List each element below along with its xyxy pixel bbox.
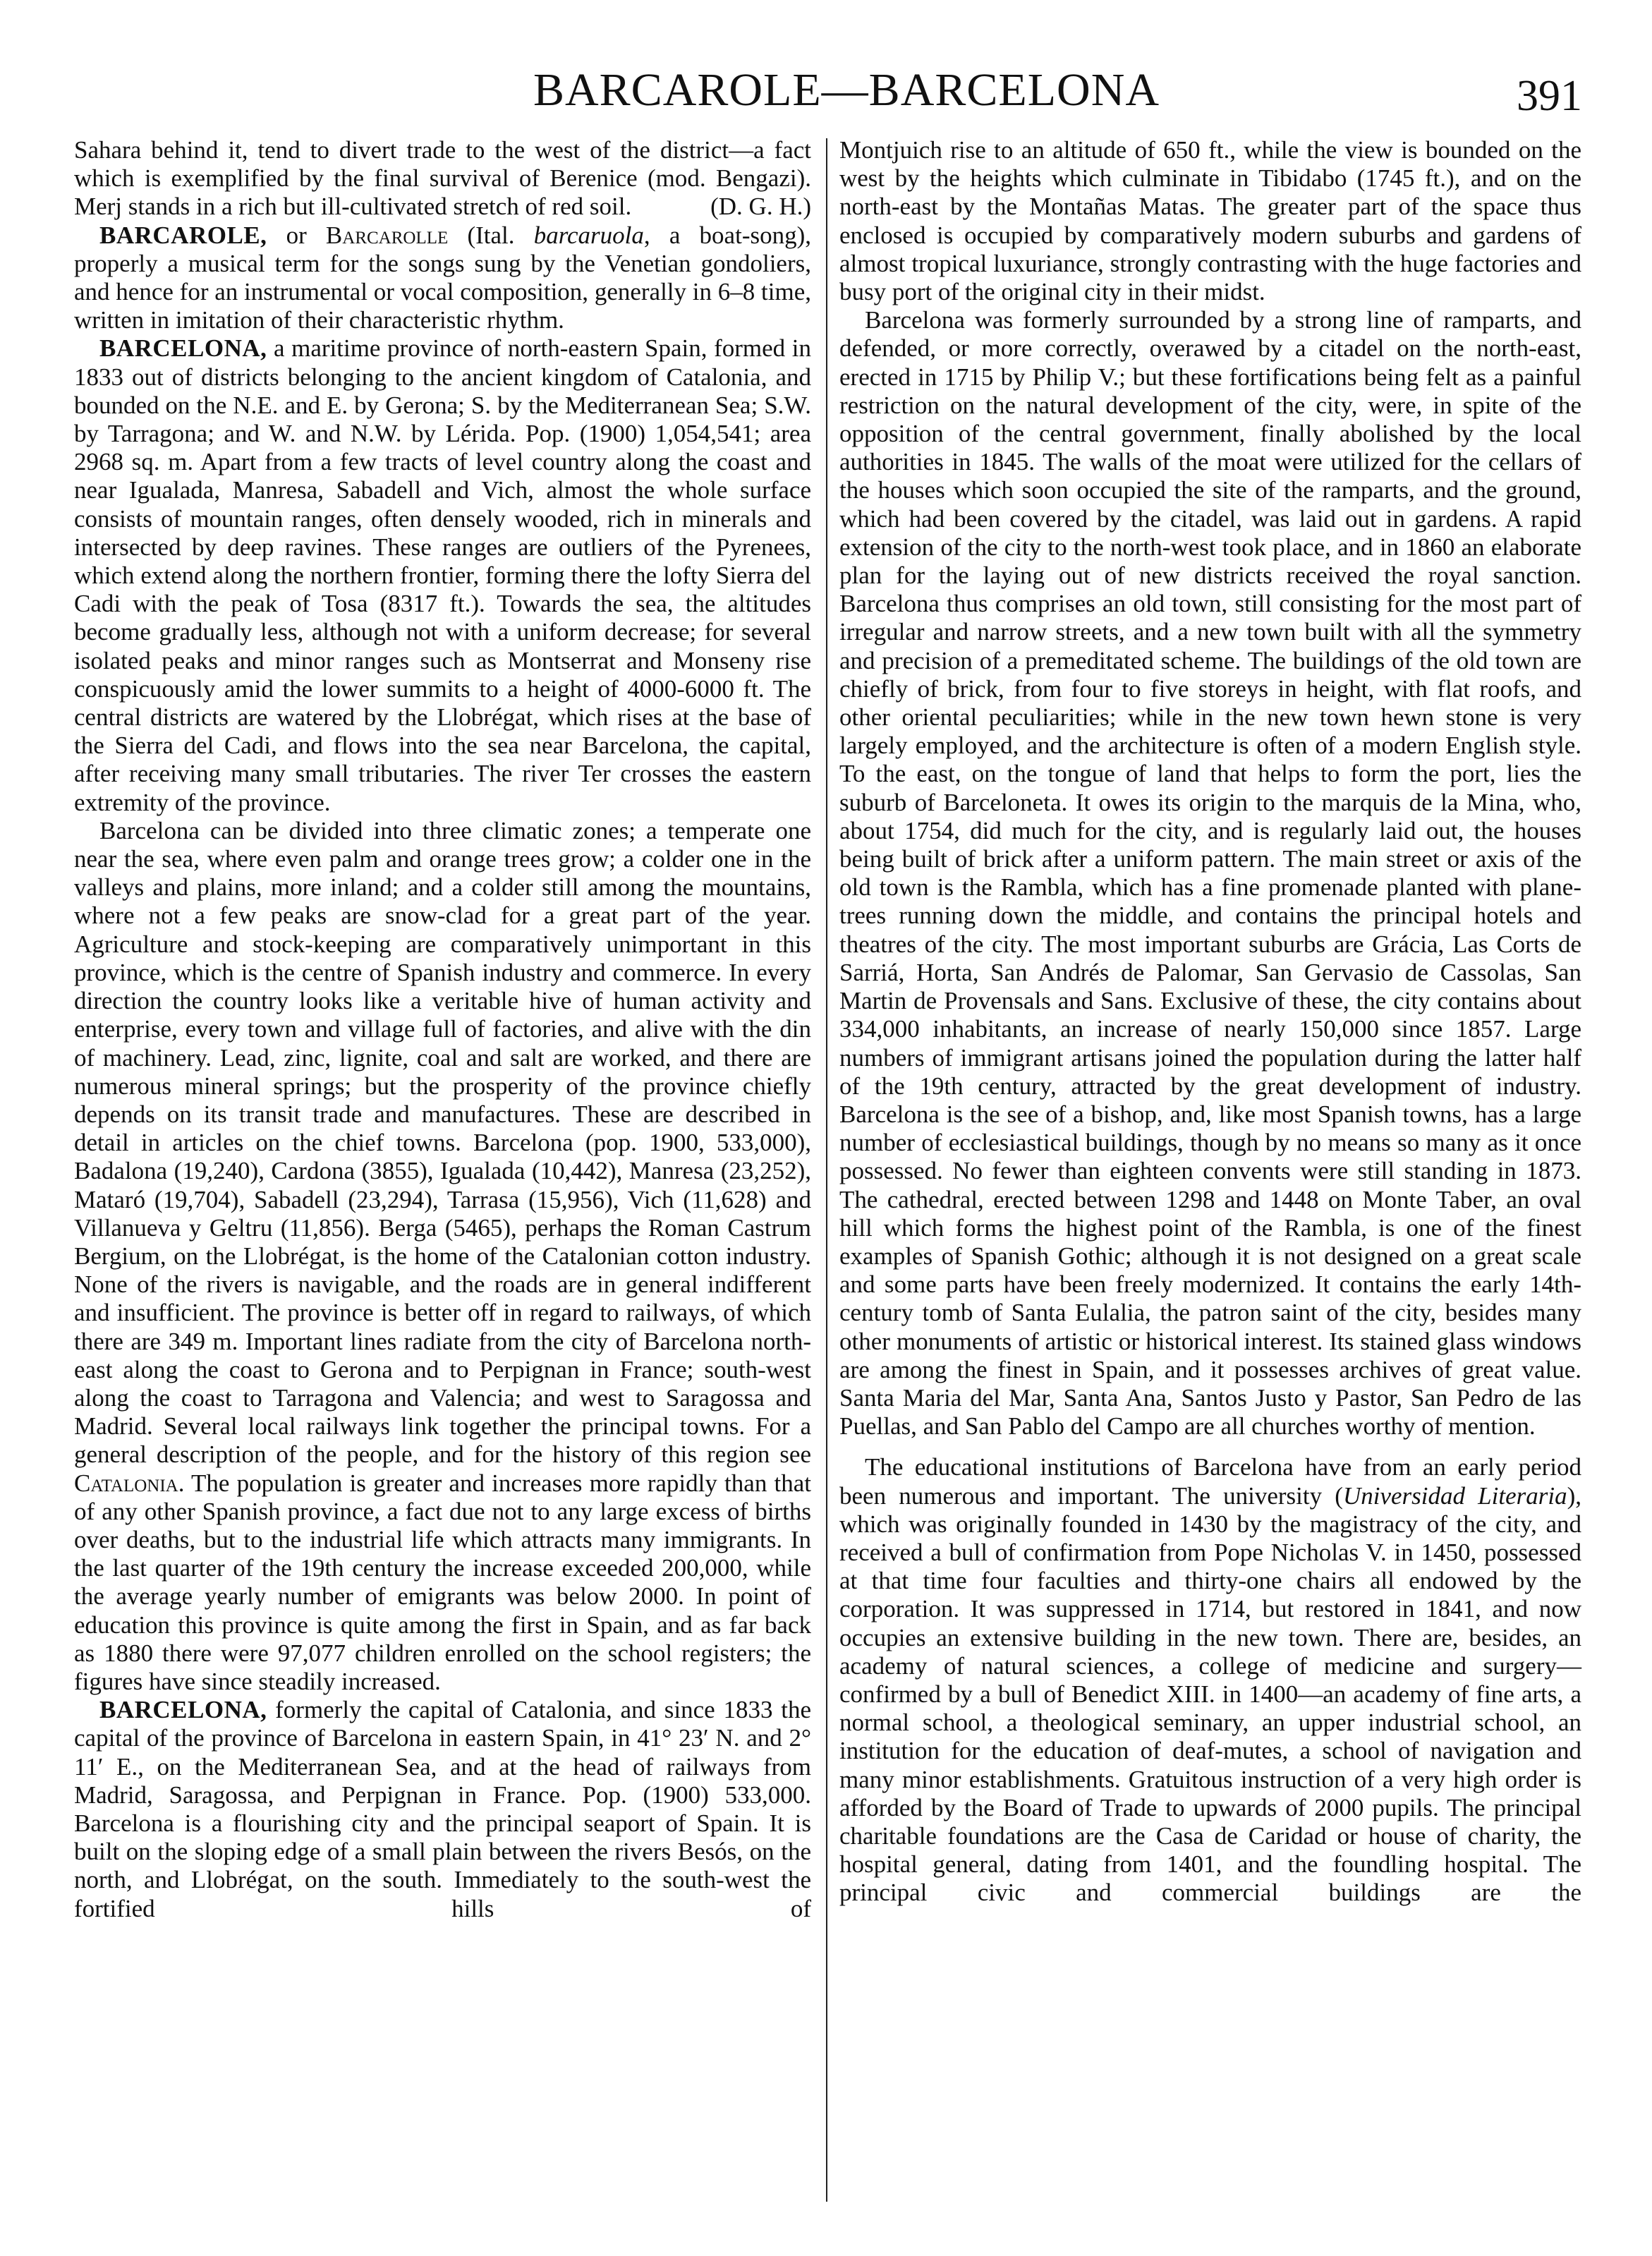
- variant-spelling: Barcarolle: [325, 221, 449, 249]
- text: (Ital.: [448, 221, 534, 249]
- article-headword: BARCELONA,: [99, 1696, 267, 1724]
- page-number: 391: [1517, 72, 1582, 120]
- article-headword: BARCAROLE,: [99, 221, 267, 249]
- article-headword: BARCELONA,: [99, 334, 267, 363]
- text: formerly the capital of Catalonia, and since 1833 the capital of the province of Barcelona in eastern Spain, in 41° 23′ N. and 2° 11′ E., on the Mediterranean Sea, and at the head of railways from Madrid, Saragossa, and Perpignan in France. Pop. (1900) 533,000. Barcelona is a flourishing city and the principal seaport of Spain. It is built on the sloping edge of a small plain between the rivers Besós, on the north, and Llobrégat, on the south. Immediately to the south-west the fortified hills of: [74, 1696, 811, 1922]
- article-barcelona-city: [74, 1696, 811, 1923]
- text: Barcelona can be divided into three climatic zones; a temperate one near the sea, where even palm and orange trees grow; a colder one in the valleys and plains, more inland; and a colder still among the mountains, where not a few peaks are snow-clad for a great part of the year. Agriculture and stock-keeping are comparatively unimportant in this province, which is the centre of Spanish industry and commerce. In every direction the country looks like a veritable hive of human activity and enterprise, every town and village full of factories, and alive with the din of machinery. Lead, zinc, lignite, coal and salt are worked, and there are numerous mineral springs; but the prosperity of the province chiefly depends on its transit trade and manufactures. These are described in detail in articles on the chief towns. Barcelona (pop. 1900, 533,000), Badalona (19,240), Cardona (3855), Igualada (10,442), Manresa (23,252), Mataró (19,704), Sabadell (23,294), Tarrasa (15,956), Vich (11,628) and Villanueva y Geltru (11,856). Berga (5465), perhaps the Roman Castrum Bergium, on the Llobrégat, is the home of the Catalonian cotton industry. None of the rivers is navigable, and the roads are in general indifferent and insufficient. The province is better off in regard to railways, of which there are 349 m. Important lines radiate from the city of Barcelona north-east along the coast to Gerona and to Perpignan in France; south-west along the coast to Tarragona and Valencia; and west to Saragossa and Madrid. Several local railways link together the principal towns. For a general description of the people, and for the history of this region see: [74, 816, 811, 1469]
- left-column: [74, 136, 811, 1923]
- text: or: [267, 221, 326, 249]
- paragraph-text: Sahara behind it, tend to divert trade to the west of the district—a fact which is exemplified by the final survival of Berenice (mod. Bengazi). Merj stands in a rich but ill-cultivated stretch of red soil.: [74, 136, 811, 221]
- paragraph: Barcelona was formerly surrounded by a strong line of ramparts, and defended, or more correctly, overawed by a citadel on the north-east, erected in 1715 by Philip V.; but these fortifications being felt as a painful restriction on the natural development of the city, were, in spite of the opposition of the central government, finally abolished by the local authorities in 1845. The walls of the moat were utilized for the cellars of the houses which soon occupied the site of the ramparts, and the ground, which had been covered by the citadel, was laid out in gardens. A rapid extension of the city to the north-west took place, and in 1860 an elaborate plan for the laying out of new districts received the royal sanction. Barcelona thus comprises an old town, still consisting for the most part of irregular and narrow streets, and a new town built with all the symmetry and precision of a premeditated scheme. The buildings of the old town are chiefly of brick, from four to five storeys in height, with flat roofs, and other oriental peculiarities; while in the new town hewn stone is very largely employed, and the architecture is often of a modern English style. To the east, on the tongue of land that helps to form the port, lies the suburb of Barceloneta. It owes its origin to the marquis de la Mina, who, about 1754, did much for the city, and is regularly laid out, the houses being built of brick after a uniform pattern. The main street or axis of the old town is the Rambla, which has a fine promenade planted with plane-trees running down the middle, and contains the principal hotels and theatres of the city. The most important suburbs are Grácia, Las Corts de Sarriá, Horta, San Andrés de Palomar, San Gervasio de Cassolas, San Martin de Provensals and Sans. Exclusive of these, the city contains about 334,000 inhabitants, an increase of nearly 150,000 since 1857. Large numbers of immigrant artisans joined the population during the latter half of the 19th century, attracted by the great development of industry. Barcelona is the see of a bishop, and, like most Spanish towns, has a large number of ecclesiastical buildings, though by no means so many as it once possessed. No fewer than eighteen convents were still standing in 1873. The cathedral, erected between 1298 and 1448 on Monte Taber, an oval hill which forms the highest point of the Rambla, is one of the finest examples of Spanish Gothic; although it is not designed on a great scale and some parts have been freely modernized. It contains the early 14th-century tomb of Santa Eulalia, the patron saint of the city, besides many other monuments of artistic or historical interest. Its stained glass windows are among the finest in Spain, and it possesses archives of great value. Santa Maria del Mar, Santa Ana, Santos Justo y Pastor, San Pedro de las Puellas, and San Pablo del Campo are all churches worthy of mention.: [839, 306, 1581, 1441]
- cross-reference: Catalonia: [74, 1469, 178, 1497]
- etymology: barcaruola: [533, 221, 644, 249]
- paragraph-continued: [74, 136, 811, 222]
- text: a maritime province of north-eastern Spain, formed in 1833 out of districts belonging to the ancient kingdom of Catalonia, and bounded on the N.E. and E. by Gerona; S. by the Mediterranean Sea; S.W. by Tarragona; and W. and N.W. by Lérida. Pop. (1900) 1,054,541; area 2968 sq. m. Apart from a few tracts of level country along the coast and near Igualada, Manresa, Sabadell and Vich, almost the whole surface consists of mountain ranges, often densely wooded, rich in minerals and intersected by deep ravines. These ranges are outliers of the Pyrenees, which extend along the northern frontier, forming there the lofty Sierra del Cadi with the peak of Tosa (8317 ft.). Towards the sea, the altitudes become gradually less, although not with a uniform decrease; for several isolated peaks and minor ranges such as Montserrat and Monseny rise conspicuously amid the lower summits to a height of 4000-6000 ft. The central districts are watered by the Llobrégat, which rises at the base of the Sierra del Cadi, and flows into the sea near Barcelona, the capital, after receiving many small tributaries. The river Ter crosses the eastern extremity of the province.: [74, 334, 811, 816]
- author-initials: (D. G. H.): [710, 193, 811, 221]
- text: The educational institutions of Barcelona have from an early period been numerous and important. The university (: [839, 1453, 1581, 1510]
- text: ), which was originally founded in 1430 by the magistracy of the city, and received a bull of confirmation from Pope Nicholas V. in 1450, possessed at that time four faculties and thirty-one chairs all endowed by the corporation. It was suppressed in 1714, but restored in 1841, and now occupies an extensive building in the new town. There are, besides, an academy of natural sciences, a college of medicine and surgery—confirmed by a bull of Benedict XIII. in 1400—an academy of fine arts, a normal school, a theological seminary, an upper industrial school, an institution for the education of deaf-mutes, a school of navigation and many minor establishments. Gratuitous instruction of a very high order is afforded by the Board of Trade to upwards of 2000 pupils. The principal charitable foundations are the Casa de Caridad or house of charity, the hospital general, dating from 1401, and the foundling hospital. The principal civic and commercial buildings are the: [839, 1481, 1581, 1907]
- text: . The population is greater and increases more rapidly than that of any other Spanish province, a fact due not to any large excess of births over deaths, but to the industrial life which attracts many immigrants. In the last quarter of the 19th century the increase exceeded 200,000, while the average yearly number of emigrants was below 2000. In point of education this province is quite among the first in Spain, and as far back as 1880 there were 97,077 children enrolled on the school registers; the figures have since steadily increased.: [74, 1469, 811, 1695]
- column-divider: [826, 138, 827, 2202]
- paragraph-continued: Montjuich rise to an altitude of 650 ft., while the view is bounded on the west by the heights which culminate in Tibidabo (1745 ft.), and on the north-east by the Montañas Matas. The greater part of the space thus enclosed is occupied by comparatively modern suburbs and gardens of almost tropical luxuriance, strongly contrasting with the huge factories and busy port of the original city in their midst.: [839, 136, 1581, 306]
- right-column: [839, 136, 1581, 1908]
- italic-term: Universidad Literaria: [1342, 1481, 1567, 1510]
- text: , a boat-song), properly a musical term for the songs sung by the Venetian gondoliers, and hence for an instrumental or vocal composition, generally in 6–8 time, written in imitation of their characteristic rhythm.: [74, 221, 812, 334]
- article-barcelona-province: [74, 334, 811, 816]
- paragraph: [839, 1453, 1581, 1907]
- article-barcarole: [74, 222, 811, 335]
- paragraph: [74, 817, 811, 1696]
- page-title: BARCAROLE—BARCELONA: [533, 64, 1160, 116]
